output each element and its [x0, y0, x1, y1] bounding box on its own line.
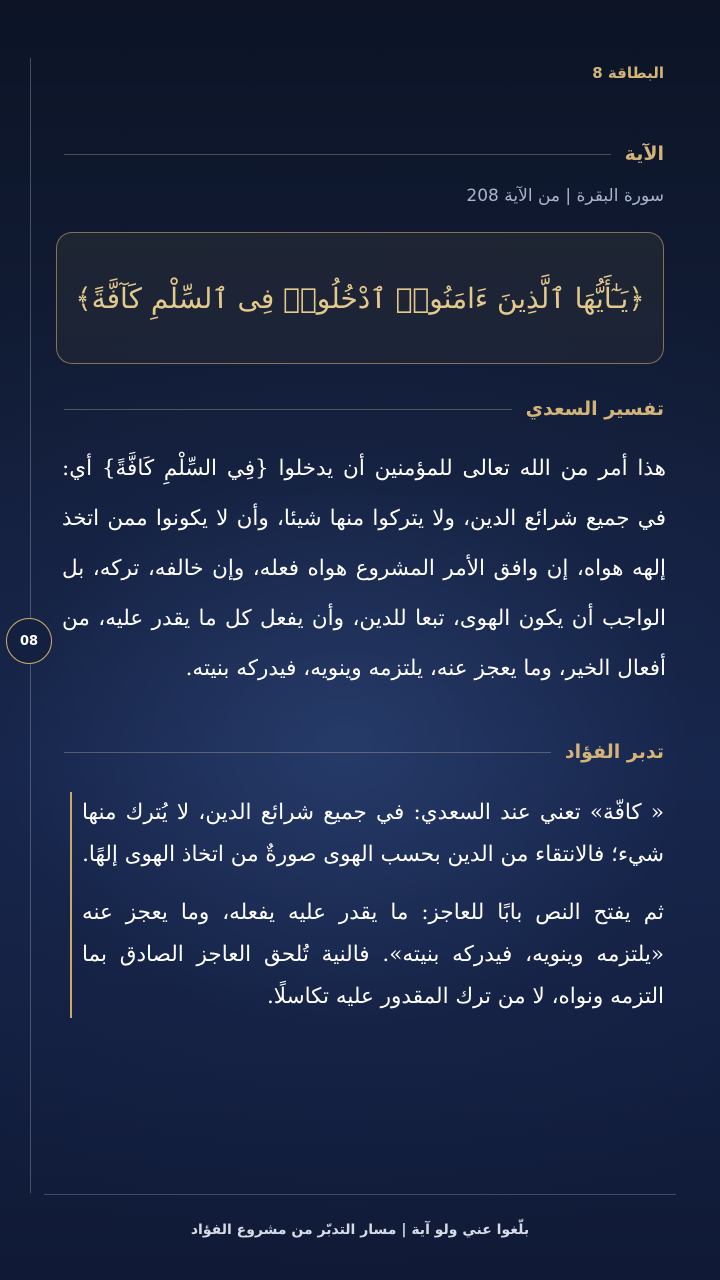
- tadabbur-paragraph-2: ثم يفتح النص بابًا للعاجز: ما يقدر عليه يفعله، وما يعجز عنه «يلتزمه وينويه، فيدركه بنيته». فالنية تُلحق العاجز الصادق بما التزمه ونواه، لا من ترك المقدور عليه تكاسلًا.: [82, 900, 664, 1009]
- surah-reference: سورة البقرة | من الآية 208: [466, 186, 664, 206]
- tadabbur-section-title: تدبر الفؤاد: [564, 741, 664, 763]
- tafsir-section-title: تفسير السعدي: [525, 398, 664, 420]
- footer-divider: [44, 1194, 676, 1195]
- tadabbur-block: [70, 792, 664, 1018]
- ayah-section-header: [64, 143, 664, 165]
- tafsir-section-divider: [64, 409, 512, 410]
- card-label: البطاقة 8: [592, 64, 664, 82]
- card-number-badge: 08: [6, 618, 52, 664]
- ayah-section-divider: [64, 154, 611, 155]
- ayah-section-title: الآية: [624, 143, 664, 165]
- tadabbur-paragraph-1: « كافّة» تعني عند السعدي: في جميع شرائع الدين، لا يُترك منها شيء؛ فالانتقاء من الدين بحسب الهوى صورةٌ من اتخاذ الهوى إلهًا.: [82, 800, 664, 867]
- tafsir-text: هذا أمر من الله تعالى للمؤمنين أن يدخلوا {فِي السِّلْمِ كَافَّةً} أي: في جميع شرائع الدين، ولا يتركوا منها شيئا، وأن لا يكونوا ممن اتخذ إلهه هواه، إن وافق الأمر المشروع هواه فعله، وإن خالفه، تركه، بل الواجب أن يكون الهوى، تبعا للدين، وأن يفعل كل ما يقدر عليه، من أفعال الخير، وما يعجز عنه، يلتزمه وينويه، فيدركه بنيته.: [62, 456, 666, 681]
- footer-text: بلّغوا عني ولو آية | مسار التدبّر من مشروع الفؤاد: [190, 1222, 530, 1238]
- tadabbur-section-divider: [64, 752, 551, 753]
- tafsir-section-header: [64, 398, 664, 420]
- ayah-text: ﴿يَـٰٓأَيُّهَا ٱلَّذِينَ ءَامَنُوا۟ ٱدْخُلُوا۟ فِى ٱلسِّلْمِ كَآفَّةً﴾: [75, 281, 645, 315]
- tadabbur-section-header: [64, 741, 664, 763]
- ayah-box: [56, 232, 664, 364]
